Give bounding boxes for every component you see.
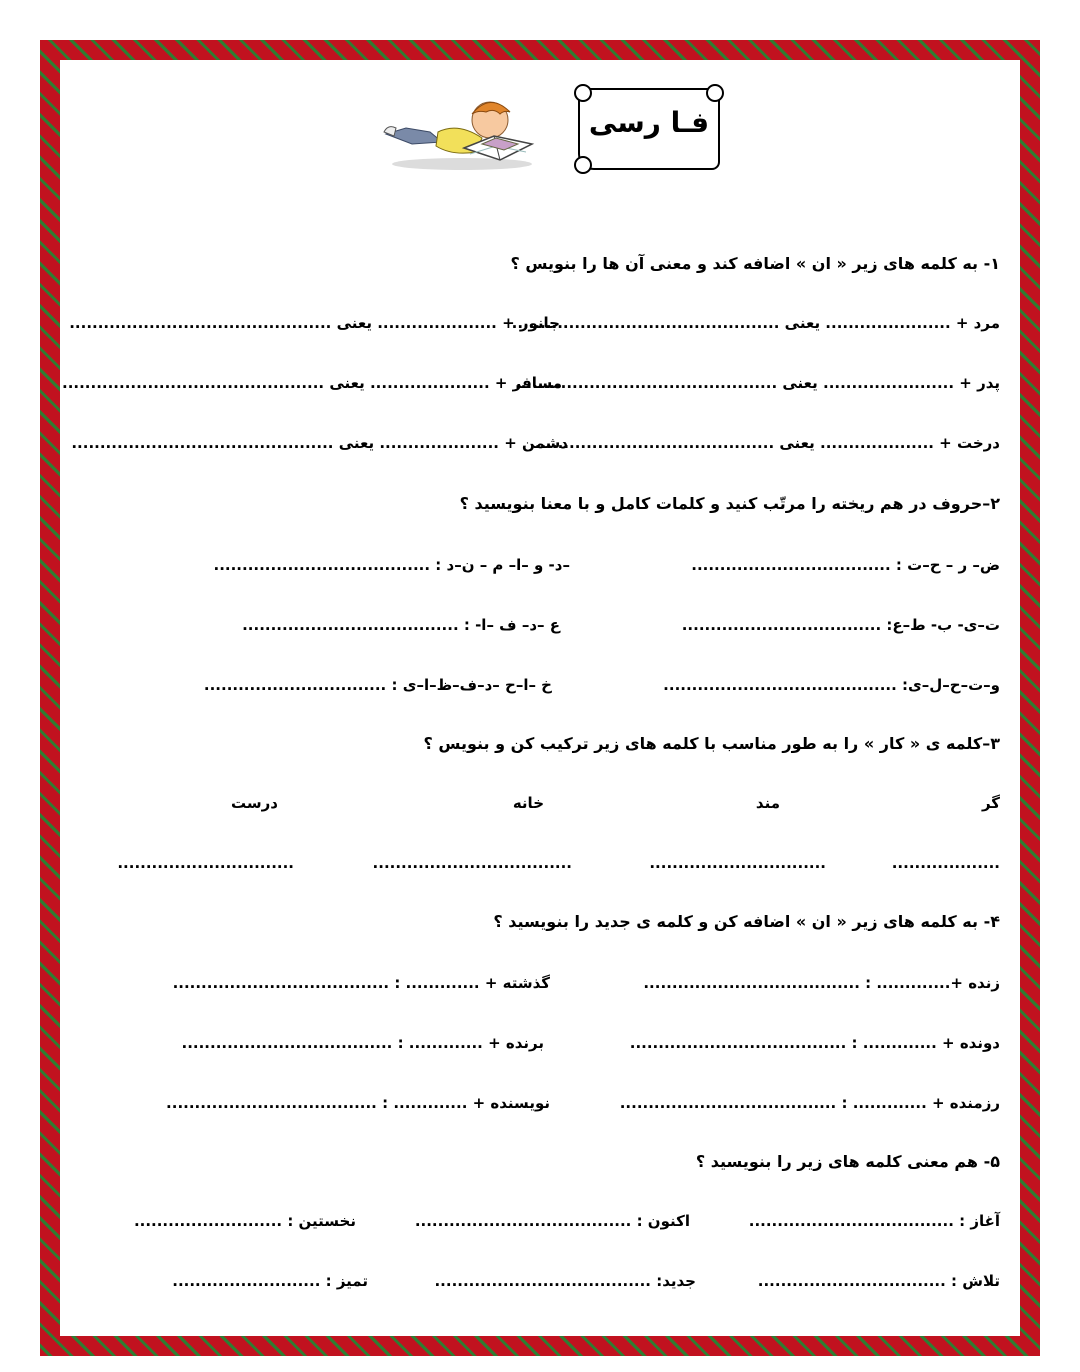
q2-row3-right: و–ت–ح–ل–ی: ......................................... [663, 676, 1000, 694]
q4-row2-right: دونده + ............. : ...................................... [629, 1034, 1000, 1052]
q2-heading: ۲–حروف در هم ریخته را مرتّب کنید و کلمات کامل و با معنا بنویسید ؟ [459, 494, 1000, 513]
q2-row3-left: خ –ا–ح –د–ف–ظ–ا–ی : ................................ [203, 676, 552, 694]
page-title: فـا رسی [588, 106, 710, 139]
q3-heading: ۳–کلمه ی « کار » را به طور مناسب با کلمه های زیر ترکیب کن و بنویس ؟ [423, 734, 1000, 753]
q5-row1-right: آغاز : .................................... [748, 1212, 1000, 1230]
reading-boy-illustration [382, 98, 538, 174]
q3-blank-4: ............................... [117, 854, 294, 872]
q4-heading: ۴- به کلمه های زیر « ان » اضافه کن و کلمه ی جدید را بنویسید ؟ [493, 912, 1000, 931]
q1-row2-right: پدر + ....................... یعنی .............................................. [515, 374, 1000, 392]
q2-row2-left: ع –د– ف –ا- : ...................................... [242, 616, 560, 634]
q3-blank-3: ................................... [372, 854, 572, 872]
q4-row1-left: گذشته + ............. : ...................................... [172, 974, 550, 992]
title-scroll [578, 88, 720, 170]
q3-word-3: خانه [512, 794, 544, 812]
q1-row3-right: درخت + .................... یعنی .......................................... [534, 434, 1000, 452]
q5-row2-middle: جدید: ...................................... [434, 1272, 696, 1290]
q1-row1-left: جانور + ..................... یعنی .............................................. [69, 314, 560, 332]
q4-row2-left: برنده + ............. : ..................................... [181, 1034, 544, 1052]
q1-row2-left: مسافر + ..................... یعنی .............................................. [62, 374, 562, 392]
q3-word-2: مند [755, 794, 780, 812]
q4-row1-right: زنده +............. : ...................................... [643, 974, 1000, 992]
q2-row2-right: ت–ی- ب- ط–ع: ................................... [681, 616, 1000, 634]
q3-word-4: درست [231, 794, 278, 812]
q1-row1-right: مرد + ...................... یعنی ............................................... [511, 314, 1000, 332]
q5-row1-middle: اکنون : ...................................... [414, 1212, 690, 1230]
q3-blank-2: ............................... [649, 854, 826, 872]
q3-blank-1: ................... [891, 854, 1000, 872]
q2-row1-right: ض– ر – ح–ت : ................................... [691, 556, 1000, 574]
q1-heading: ۱- به کلمه های زیر « ان » اضافه کند و معنی آن ها را بنویس ؟ [510, 254, 1000, 273]
q2-row1-left: –د- و –ا– م – ن–د : ...................................... [213, 556, 570, 574]
q5-row2-right: تلاش : ................................. [757, 1272, 1000, 1290]
q5-row1-left: نخستین : .......................... [133, 1212, 356, 1230]
q4-row3-right: رزمنده + ............. : ...................................... [619, 1094, 1000, 1112]
q5-row2-left: تمیز : .......................... [172, 1272, 368, 1290]
q3-word-1: گر [981, 794, 1000, 812]
q4-row3-left: نویسنده + ............. : ..................................... [166, 1094, 550, 1112]
q5-heading: ۵- هم معنی کلمه های زیر را بنویسید ؟ [695, 1152, 1000, 1171]
q1-row3-left: دشمن + ..................... یعنی .............................................. [71, 434, 568, 452]
